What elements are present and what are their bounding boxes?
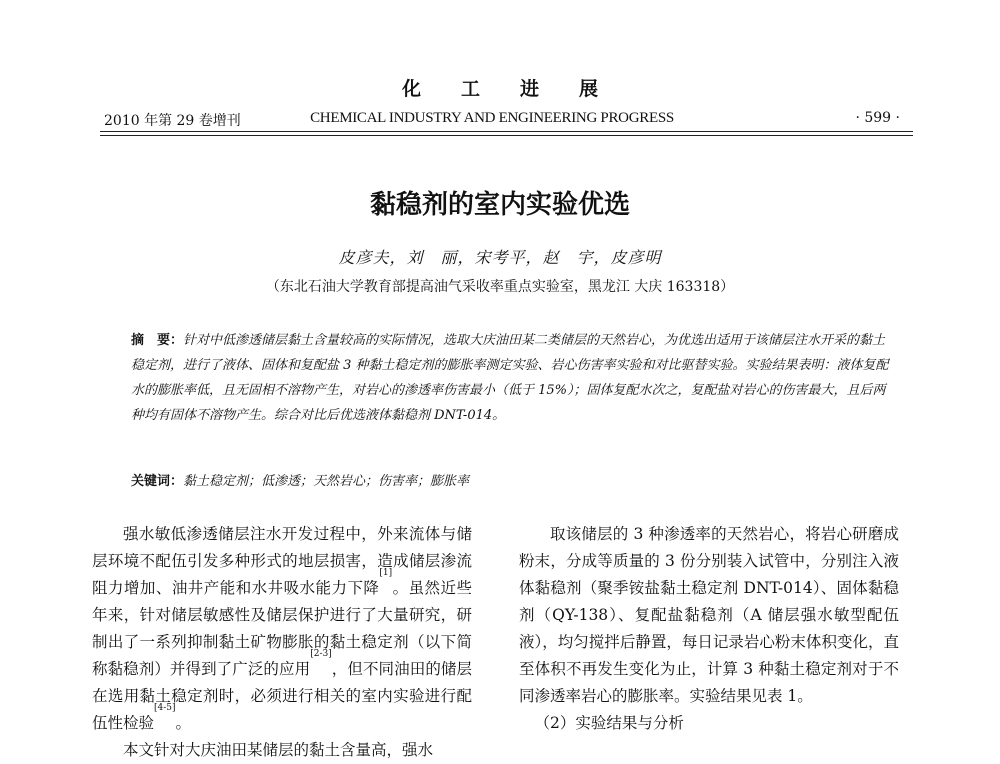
section-subheading: （2）实验结果与分析 — [534, 714, 684, 732]
body-text: ，但不同油田的储层在选用黏土稳定剂时，必须进行相关的室内实验进行配伍性检验 — [92, 660, 472, 732]
body-paragraph — [92, 521, 472, 737]
page-number: · 599 · — [855, 110, 900, 126]
journal-name-cn: 化工进展 — [401, 78, 638, 100]
body-paragraph: 本文针对大庆油田某储层的黏土含量高，强水 — [123, 741, 434, 759]
journal-name-en: CHEMICAL INDUSTRY AND ENGINEERING PROGRESS — [310, 110, 674, 126]
abstract-text: 针对中低渗透储层黏土含量较高的实际情况，选取大庆油田某二类储层的天然岩心，为优选出适用于该储层注水开采的黏土稳定剂，进行了液体、固体和复配盐 3 种黏土稳定剂的膨胀率测定实验、岩心伤害率实验和对比驱替实验。实验结果表明：液体复配水的膨胀率低，且无固相不溶物产生，对岩心的渗透率伤害最小（低于 15%）；固体复配水次之，复配盐对岩心的伤害最大，且后两种均有固体不溶物产生。综合对比后优选液体黏稳剂 DNT-014。 — [131, 333, 889, 423]
citation: [2-3] — [310, 649, 332, 659]
abstract — [131, 328, 891, 428]
body-text: 。 — [175, 714, 192, 732]
keywords-text: 黏土稳定剂；低渗透；天然岩心；伤害率；膨胀率 — [183, 474, 470, 489]
article-title: 黏稳剂的室内实验优选 — [369, 190, 630, 220]
keywords — [131, 470, 891, 489]
body-text: 。虽然近些年来，针对储层敏感性及储层保护进行了大量研究，研制出了一系列抑制黏土矿物膨胀的黏土稳定剂（以下简称黏稳剂）并得到了广泛的应用 — [92, 579, 472, 678]
body-column-left — [92, 521, 472, 764]
citation: [4-5] — [154, 703, 176, 713]
citation: [1] — [379, 568, 393, 578]
body-text: 强水敏低渗透储层注水开发过程中，外来流体与储层环境不配伍引发多种形式的地层损害，造成储层渗流阻力增加、油井产能和水井吸水能力下降 — [92, 525, 472, 597]
header-rule-secondary — [100, 135, 913, 136]
authors: 皮彦夫，刘 丽，宋考平，赵 宇，皮彦明 — [338, 248, 662, 267]
issue-info: 2010 年第 29 卷增刊 — [104, 113, 241, 129]
affiliation: （东北石油大学教育部提高油气采收率重点实验室，黑龙江 大庆 163318） — [265, 279, 735, 295]
body-column-right — [519, 521, 899, 737]
keywords-label: 关键词： — [131, 474, 184, 489]
abstract-label: 摘 要： — [131, 333, 184, 348]
body-paragraph: 取该储层的 3 种渗透率的天然岩心，将岩心研磨成粉末，分成等质量的 3 份分别装入试管中，分别注入液体黏稳剂（聚季铵盐黏土稳定剂 DNT-014）、固体黏稳剂（QY-138）、复配盐黏稳剂（A 储层强水敏型配伍液），均匀搅拌后静置，每日记录岩心粉末体积变化，直至体积不再发生变化为止，计算 3 种黏土稳定剂对于不同渗透率岩心的膨胀率。实验结果见表 1。 — [519, 525, 899, 705]
header-rule — [100, 131, 913, 132]
